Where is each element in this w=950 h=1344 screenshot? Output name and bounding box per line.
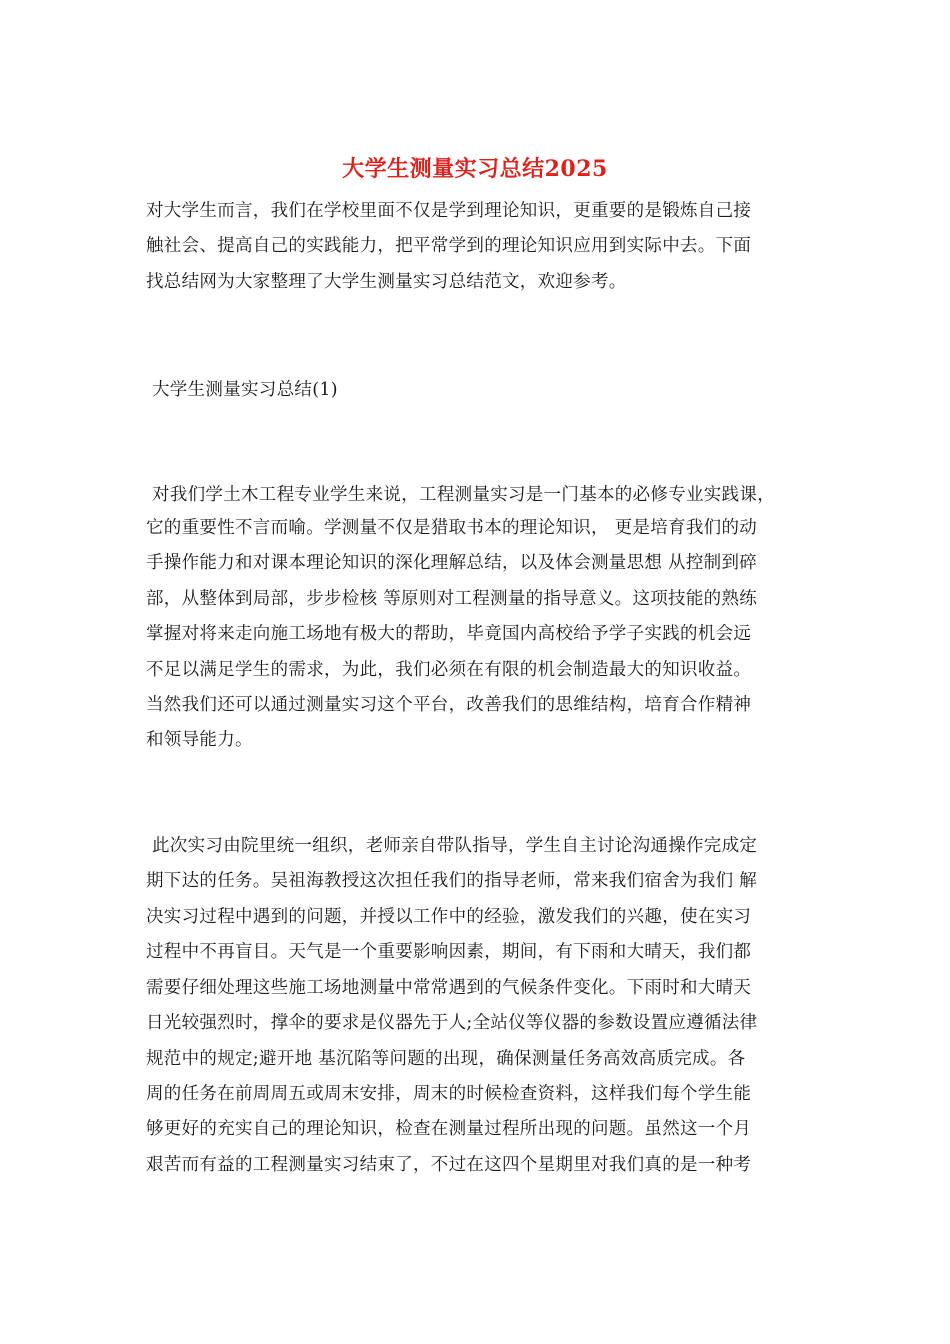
document-title: 大学生测量实习总结2025: [342, 156, 608, 182]
paragraph-line: 部，从整体到局部，步步检核 等原则对工程测量的指导意义。这项技能的熟练: [146, 589, 758, 609]
paragraph-line: 日光较强烈时，撑伞的要求是仪器先于人;全站仪等仪器的参数设置应遵循法律: [146, 1013, 758, 1033]
paragraph-line: 规范中的规定;避开地 基沉陷等问题的出现，确保测量任务高效高质完成。各: [146, 1049, 746, 1069]
paragraph-line: 需要仔细处理这些施工场地测量中常常遇到的气候条件变化。下雨时和大晴天: [146, 978, 752, 998]
intro-line: 对大学生而言，我们在学校里面不仅是学到理论知识，更重要的是锻炼自己接: [146, 201, 752, 221]
paragraph-line: 手操作能力和对课本理论知识的深化理解总结，以及体会测量思想 从控制到碎: [146, 553, 758, 573]
intro-line: 触社会、提高自己的实践能力，把平常学到的理论知识应用到实际中去。下面: [146, 236, 752, 256]
paragraph-line: 和领导能力。: [146, 730, 253, 750]
section-heading: 大学生测量实习总结(1): [152, 380, 338, 400]
paragraph-line: 期下达的任务。吴祖海教授这次担任我们的指导老师，常来我们宿舍为我们 解: [146, 871, 758, 891]
paragraph-line: 够更好的充实自己的理论知识，检查在测量过程所出现的问题。虽然这一个月: [146, 1119, 752, 1139]
paragraph-line: 它的重要性不言而喻。学测量不仅是猎取书本的理论知识， 更是培育我们的动: [146, 518, 758, 538]
paragraph-line: 决实习过程中遇到的问题，并授以工作中的经验，激发我们的兴趣，使在实习: [146, 907, 752, 927]
paragraph-line: 艰苦而有益的工程测量实习结束了，不过在这四个星期里对我们真的是一种考: [146, 1155, 752, 1175]
paragraph-line: 掌握对将来走向施工场地有极大的帮助，毕竟国内高校给予学子实践的机会远: [146, 624, 752, 644]
paragraph-line: 过程中不再盲目。天气是一个重要影响因素，期间，有下雨和大晴天，我们都: [146, 942, 752, 962]
paragraph-line: 此次实习由院里统一组织，老师亲自带队指导，学生自主讨论沟通操作完成定: [152, 836, 758, 856]
paragraph-line: 不足以满足学生的需求，为此，我们必须在有限的机会制造最大的知识收益。: [146, 660, 752, 680]
paragraph-line: 周的任务在前周周五或周末安排，周末的时候检查资料，这样我们每个学生能: [146, 1084, 752, 1104]
paragraph-line: 当然我们还可以通过测量实习这个平台，改善我们的思维结构，培育合作精神: [146, 695, 752, 715]
intro-line: 找总结网为大家整理了大学生测量实习总结范文，欢迎参考。: [146, 272, 627, 292]
paragraph-line: 对我们学土木工程专业学生来说，工程测量实习是一门基本的必修专业实践课，: [152, 485, 775, 505]
